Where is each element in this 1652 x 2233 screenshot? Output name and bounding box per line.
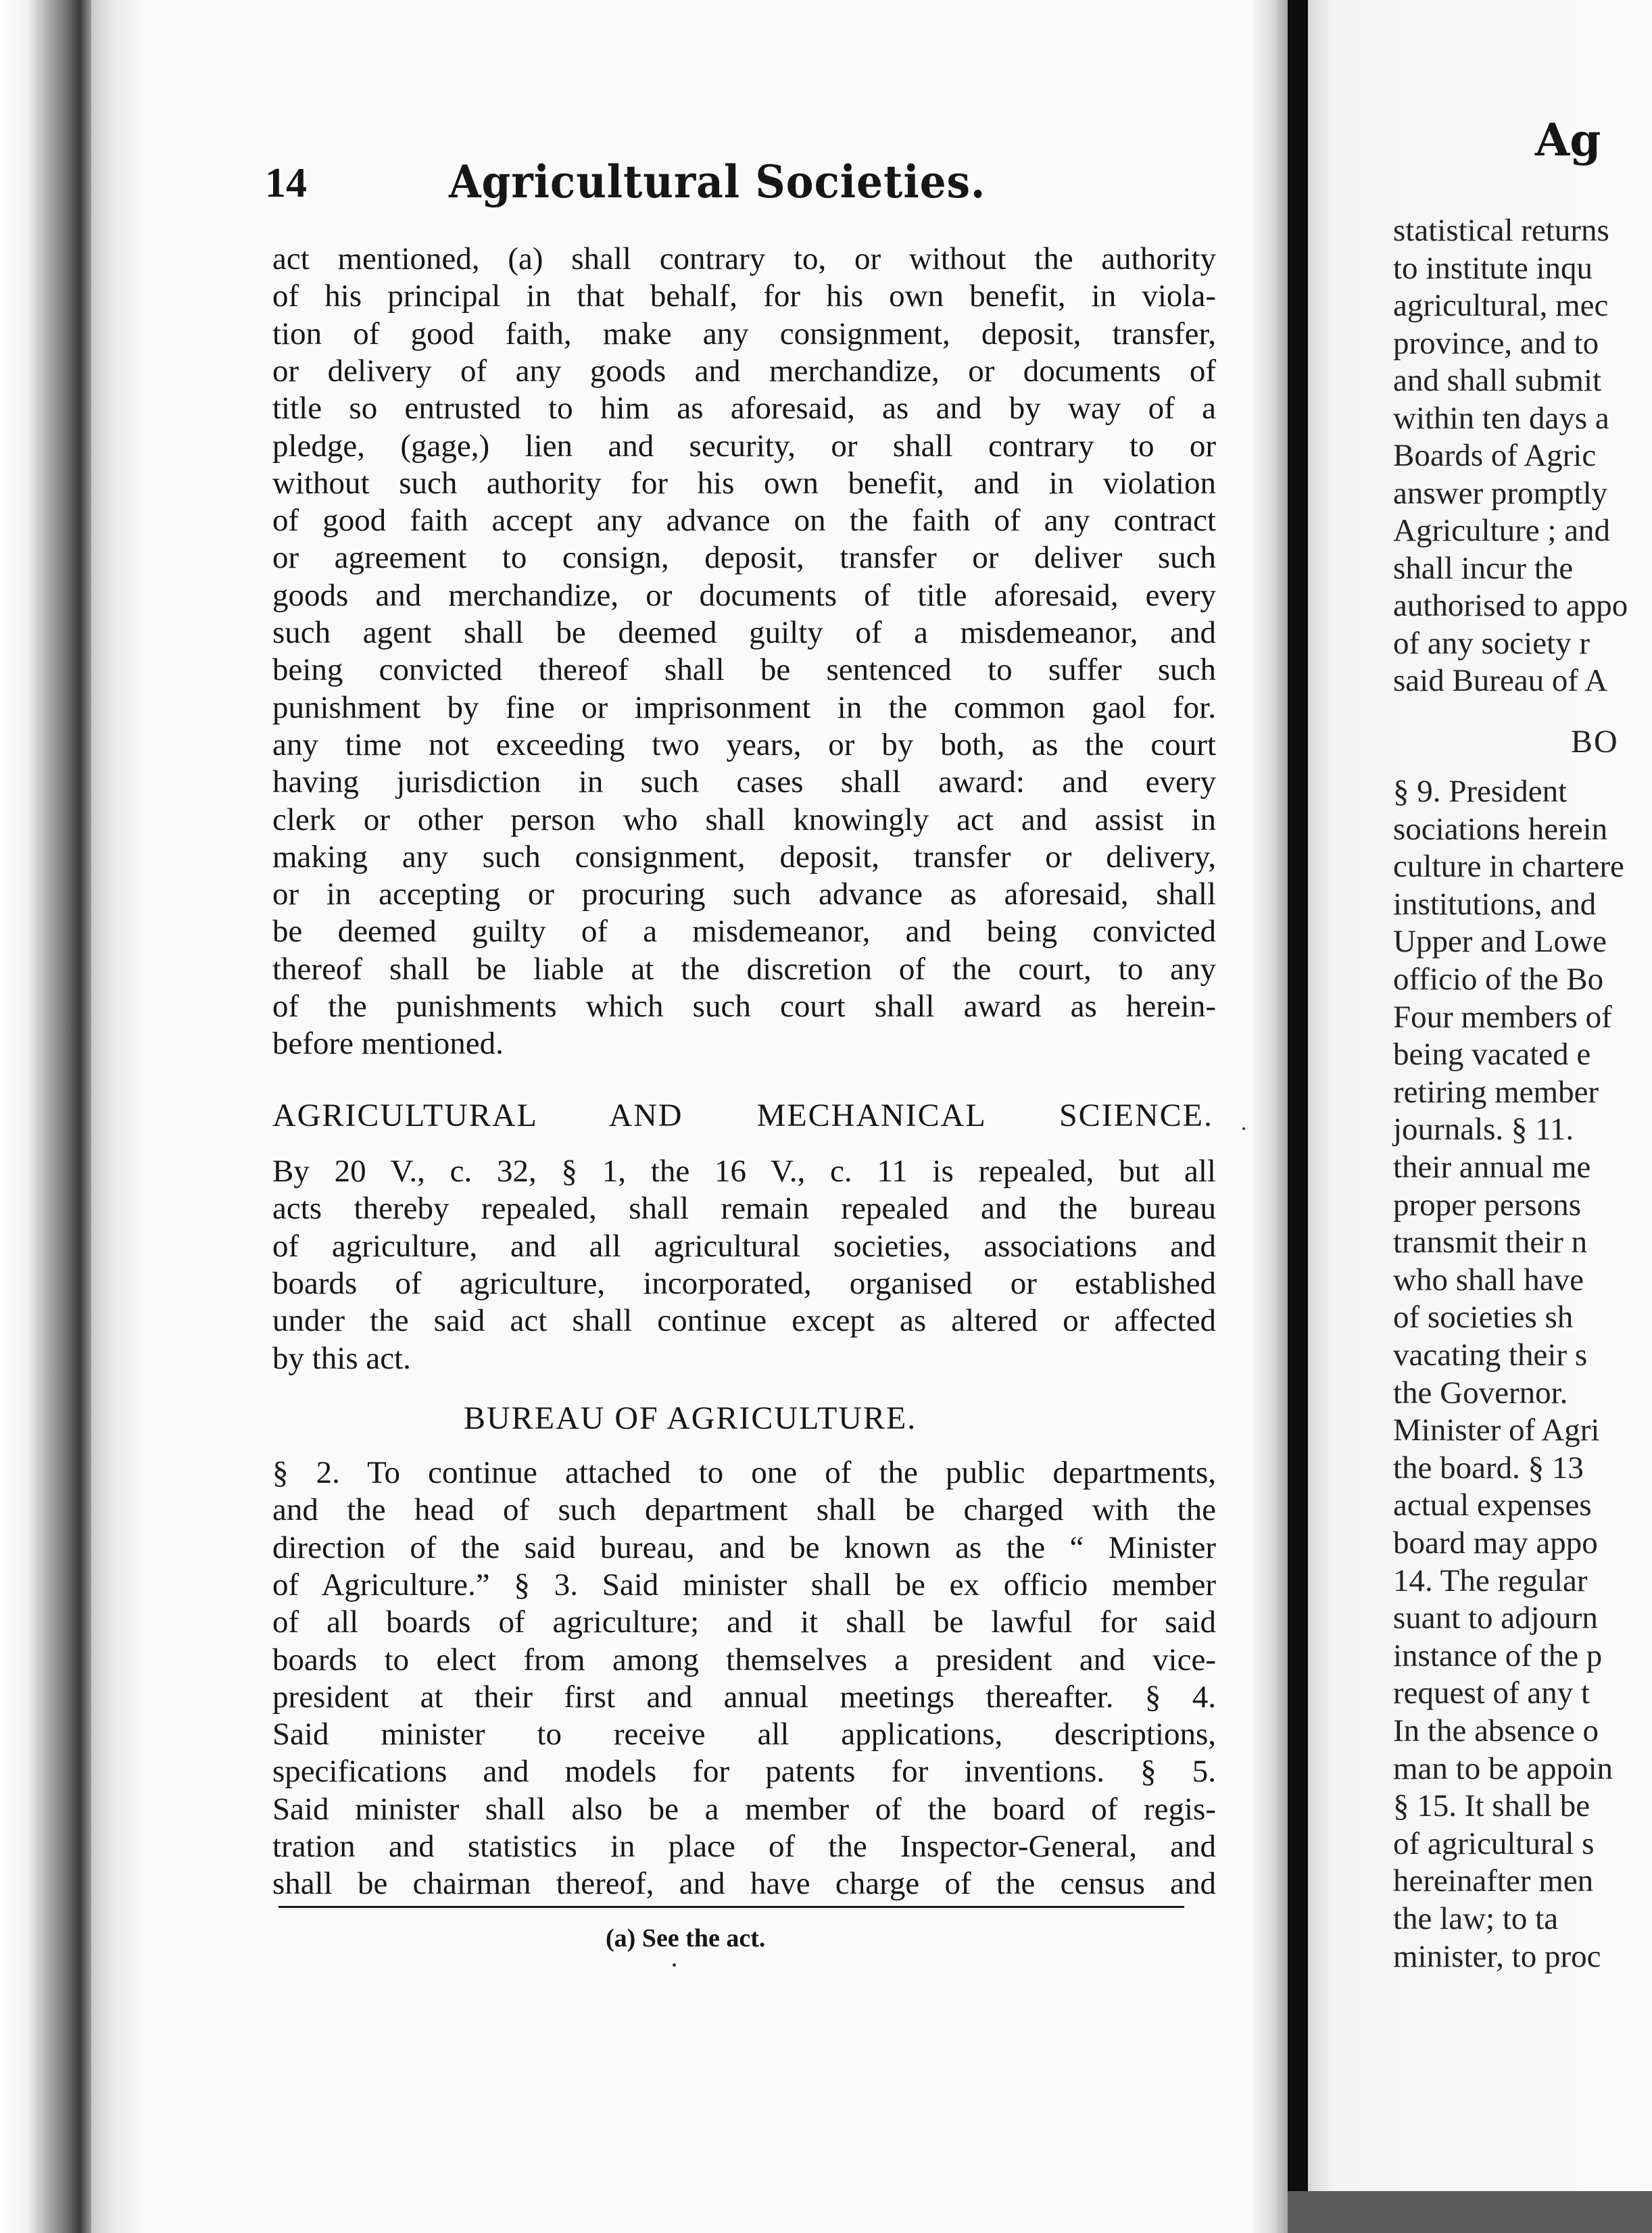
text-line: of the punishments which such court shall award as herein- [272,989,1216,1024]
text-line: such agent shall be deemed guilty of a misdemeanor, and [272,615,1216,650]
text-line: title so entrusted to him as aforesaid, as and by way of a [272,391,1216,426]
text-line: any time not exceeding two years, or by both, as the court [272,727,1216,762]
scan-speck [1242,1127,1245,1130]
right-text-line: § 15. It shall be [1393,1788,1590,1824]
right-text-line: retiring member [1393,1074,1599,1110]
right-text-line: actual expenses [1393,1488,1592,1523]
scan-left-edge [0,0,91,2233]
text-line: and the head of such department shall be charged with the [272,1492,1216,1528]
text-line: pledge, (gage,) lien and security, or shall contrary to or [272,428,1216,464]
right-text-line: culture in chartere [1393,849,1624,885]
right-text-line: hereinafter men [1393,1863,1594,1899]
text-line: boards to elect from among themselves a president and vice- [272,1642,1216,1677]
right-text-line: answer promptly [1393,475,1608,511]
right-text-line: within ten days a [1393,400,1609,436]
right-text-line: request of any t [1393,1675,1590,1711]
book-gutter [1288,0,1308,2233]
right-text-line: the board. § 13 [1393,1450,1584,1486]
right-text-line: institutions, and [1393,886,1597,922]
footnote: (a) See the act. [606,1924,766,1953]
scan-bottom-band [1288,2191,1652,2233]
text-line: Said minister to receive all applications, descriptions, [272,1717,1216,1752]
right-text-line: Agriculture ; and [1393,513,1611,548]
footnote-rule [278,1906,1184,1908]
right-text-line: statistical returns [1393,213,1609,248]
right-text-line: § 9. President [1393,774,1568,809]
text-line: of all boards of agriculture; and it shall be lawful for said [272,1604,1216,1640]
right-text-line: Four members of [1393,999,1612,1035]
text-line: be deemed guilty of a misdemeanor, and being convicted [272,914,1216,950]
right-text-line: Minister of Agri [1393,1413,1600,1448]
right-text-line: said Bureau of A [1393,663,1608,698]
right-text-line: of societies sh [1393,1300,1574,1335]
right-text-line: of any society r [1393,625,1590,661]
right-text-line: officio of the Bo [1393,962,1604,997]
right-text-line: shall incur the [1393,550,1574,586]
right-text-line: sociations herein [1393,811,1608,847]
text-line: making any such consignment, deposit, transfer or delivery, [272,839,1216,875]
text-line: of good faith accept any advance on the faith of any contract [272,503,1216,539]
text-line: § 2. To continue attached to one of the public departments, [272,1455,1216,1490]
right-text-line: proper persons [1393,1187,1582,1223]
text-line: goods and merchandize, or documents of title aforesaid, every [272,577,1216,613]
right-text-line: to institute inqu [1393,250,1593,286]
text-line: without such authority for his own benefit, and in violation [272,465,1216,501]
right-text-line: 14. The regular [1393,1563,1588,1598]
running-head [265,155,1042,214]
right-text-line: man to be appoin [1393,1750,1613,1786]
text-line: before mentioned. [272,1026,504,1062]
right-text-line: being vacated e [1393,1037,1591,1073]
text-line: or delivery of any goods and merchandize, or documents of [272,353,1216,389]
text-line: or in accepting or procuring such advance as aforesaid, shall [272,877,1216,912]
text-line: of agriculture, and all agricultural societies, associations and [272,1228,1216,1264]
right-text-line: Boards of Agric [1393,438,1597,473]
right-text-line: board may appo [1393,1525,1598,1561]
right-text-line: journals. § 11. [1393,1112,1574,1148]
text-line: tration and statistics in place of the Inspector-General, and [272,1829,1216,1864]
right-running-title: Ag [1535,114,1601,166]
right-text-line: the law; to ta [1393,1901,1559,1936]
text-line: president at their first and annual meetings thereafter. § 4. [272,1679,1216,1715]
running-title: Agricultural Societies. [449,155,986,208]
right-text-line: vacating their s [1393,1338,1588,1373]
text-line: of his principal in that behalf, for his own benefit, in viola- [272,278,1216,314]
text-line: clerk or other person who shall knowingly act and assist in [272,802,1216,837]
text-line: By 20 V., c. 32, § 1, the 16 V., c. 11 is repealed, but all [272,1154,1216,1189]
text-line: punishment by fine or imprisonment in the common gaol for. [272,689,1216,725]
section-heading: AGRICULTURAL AND MECHANICAL SCIENCE. [272,1098,1213,1133]
right-text-line: agricultural, mec [1393,288,1609,323]
right-text-line: their annual me [1393,1150,1591,1185]
text-line: direction of the said bureau, and be known as the “ Minister [272,1529,1216,1565]
text-line: having jurisdiction in such cases shall award: and every [272,764,1216,800]
right-text-line: who shall have [1393,1262,1584,1298]
right-text-line: authorised to appo [1393,588,1628,623]
text-line: specifications and models for patents for inventions. § 5. [272,1754,1216,1790]
gutter-shadow [1250,0,1288,2233]
section-heading: BUREAU OF AGRICULTURE. [464,1400,917,1436]
right-text-line: of agricultural s [1393,1825,1595,1861]
text-line: boards of agriculture, incorporated, organised or established [272,1265,1216,1301]
right-text-line: Upper and Lowe [1393,924,1607,960]
right-text-line: In the absence o [1393,1713,1599,1748]
text-line: thereof shall be liable at the discretion of the court, to any [272,951,1216,987]
right-text-line: and shall submit [1393,363,1602,398]
right-text-line: instance of the p [1393,1638,1603,1673]
right-text-line: transmit their n [1393,1225,1588,1260]
text-line: of Agriculture.” § 3. Said minister shall be ex officio member [272,1567,1216,1602]
right-page [1308,0,1652,2233]
right-section-heading: BO [1571,724,1619,760]
right-text-line: the Governor. [1393,1375,1568,1410]
page-number: 14 [265,160,307,206]
right-text-line: province, and to [1393,325,1599,361]
text-line: being convicted thereof shall be sentenced to suffer such [272,652,1216,688]
right-text-line: minister, to proc [1393,1938,1601,1974]
right-text-line: suant to adjourn [1393,1600,1598,1636]
text-line: acts thereby repealed, shall remain repealed and the bureau [272,1191,1216,1227]
text-line: tion of good faith, make any consignment, deposit, transfer, [272,316,1216,351]
text-line: under the said act shall continue except as altered or affected [272,1303,1216,1339]
text-line: Said minister shall also be a member of the board of regis- [272,1791,1216,1827]
text-line: act mentioned, (a) shall contrary to, or without the authority [272,241,1216,276]
text-line: by this act. [272,1340,411,1376]
scan-speck [673,1963,676,1967]
text-line: or agreement to consign, deposit, transfer or deliver such [272,540,1216,576]
text-line: shall be chairman thereof, and have charge of the census and [272,1866,1216,1902]
